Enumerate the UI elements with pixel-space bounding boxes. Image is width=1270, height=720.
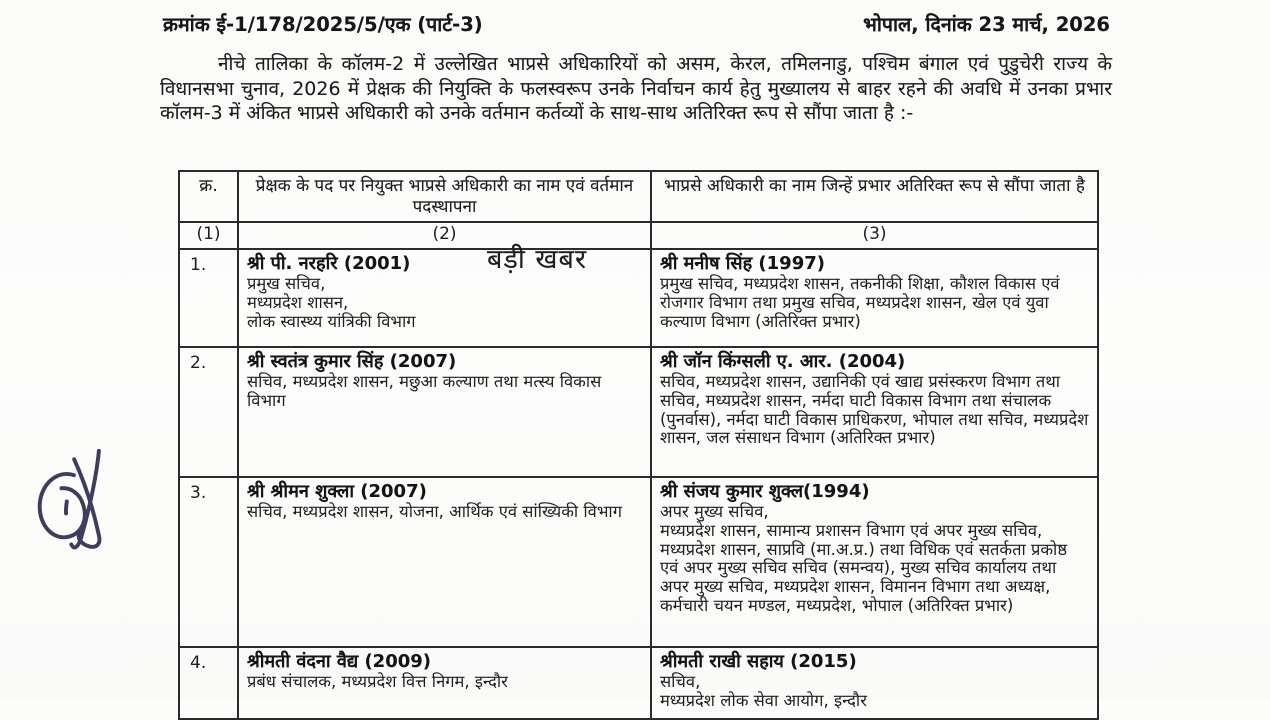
table-row (179, 477, 1098, 647)
charge-cell (651, 249, 1098, 347)
table-row (179, 647, 1098, 719)
observer-cell (238, 647, 651, 719)
column-number-2: (2) (238, 222, 651, 249)
column-number-row (179, 222, 1098, 249)
header-observer: प्रेक्षक के पद पर नियुक्त भाप्रसे अधिकारी का नाम एवं वर्तमान पदस्थापना (238, 171, 651, 222)
officer-name: श्री पी. नरहरि (2001) (247, 253, 411, 274)
officer-name: श्री संजय कुमार शुक्ल(1994) (660, 481, 870, 502)
observer-cell (238, 477, 651, 647)
document-header (163, 10, 1110, 37)
officer-detail-line: प्रमुख सचिव, मध्यप्रदेश शासन, तकनीकी शिक्षा, कौशल विकास एवं रोजगार विभाग तथा प्रमुख सचिव, मध्यप्रदेश शासन, खेल एवं युवा कल्याण विभाग (अतिरिक्त प्रभार) (660, 274, 1060, 331)
officer-name: श्री श्रीमन शुक्ला (2007) (247, 481, 427, 502)
officer-detail-line: सचिव, मध्यप्रदेश शासन, उद्यानिकी एवं खाद्य प्रसंस्करण विभाग तथा सचिव, मध्यप्रदेश शासन, नर्मदा घाटी विकास विभाग तथा संचालक (पुनर्वास), नर्मदा घाटी विकास प्राधिकरण, भोपाल तथा सचिव, मध्यप्रदेश शासन, जल संसाधन विभाग (अतिरिक्त प्रभार) (660, 372, 1089, 448)
officer-name: श्रीमती राखी सहाय (2015) (660, 651, 857, 672)
header-charge: भाप्रसे अधिकारी का नाम जिन्हें प्रभार अतिरिक्त रूप से सौंपा जाता है (651, 171, 1098, 222)
officer-name: श्री मनीष सिंह (1997) (660, 253, 825, 274)
officer-detail-line: प्रबंध संचालक, मध्यप्रदेश वित्त निगम, इन्दौर (247, 672, 508, 691)
serial-cell: 4. (179, 647, 238, 719)
intro-paragraph: नीचे तालिका के कॉलम-2 में उल्लेखित भाप्रसे अधिकारियों को असम, केरल, तमिलनाडु, पश्चिम बंगाल एवं पुडुचेरी राज्य के विधानसभा चुनाव, 2026 में प्रेक्षक की नियुक्ति के फलस्वरूप उनके निर्वाचन कार्य हेतु मुख्यालय से बाहर रहने की अवधि में उनका प्रभार कॉलम-3 में अंकित भाप्रसे अधिकारी को उनके वर्तमान कर्तव्यों के साथ-साथ अतिरिक्त रूप से सौंपा जाता है :- (160, 53, 1112, 124)
table-row (179, 249, 1098, 347)
table-header-row (179, 171, 1098, 222)
officer-name: श्रीमती वंदना वैद्य (2009) (247, 651, 432, 672)
reference-number: क्रमांक ई-1/178/2025/5/एक (पार्ट-3) (163, 13, 483, 36)
column-number-3: (3) (651, 222, 1098, 249)
handwritten-signature (17, 445, 126, 563)
serial-cell: 1. (179, 249, 238, 347)
officer-detail-line: सचिव, मध्यप्रदेश शासन, योजना, आर्थिक एवं सांख्यिकी विभाग (247, 502, 622, 521)
watermark-text: बड़ी खबर (487, 244, 587, 275)
observer-cell (238, 249, 651, 347)
observer-cell (238, 347, 651, 477)
officer-detail-line: मध्यप्रदेश शासन, सामान्य प्रशासन विभाग एवं अपर मुख्य सचिव, मध्यप्रदेश शासन, साप्रवि (मा.अ.प्र.) तथा विधिक एवं सतर्कता प्रकोष्ठ एवं अपर मुख्य सचिव सचिव (समन्वय), मुख्य सचिव कार्यालय तथा अपर मुख्य सचिव, मध्यप्रदेश शासन, विमानन विभाग तथा अध्यक्ष, कर्मचारी चयन मण्डल, मध्यप्रदेश, भोपाल (अतिरिक्त प्रभार) (660, 520, 1068, 615)
serial-cell: 3. (179, 477, 238, 647)
header-serial: क्र. (179, 171, 238, 222)
officer-name: श्री स्वतंत्र कुमार सिंह (2007) (247, 351, 457, 372)
officer-detail-line: सचिव, (660, 672, 701, 691)
charge-cell (651, 477, 1098, 647)
officer-detail-line: मध्यप्रदेश लोक सेवा आयोग, इन्दौर (660, 690, 867, 710)
charge-cell (651, 647, 1098, 719)
officer-detail-line: प्रमुख सचिव, (247, 274, 326, 293)
column-number-1: (1) (179, 222, 238, 249)
table-row (179, 347, 1098, 477)
serial-cell: 2. (179, 347, 238, 477)
officer-detail-line: लोक स्वास्थ्य यांत्रिकी विभाग (247, 311, 416, 331)
place-date: भोपाल, दिनांक 23 मार्च, 2026 (863, 13, 1110, 36)
officers-table (178, 170, 1099, 720)
officer-detail-line: अपर मुख्य सचिव, (660, 502, 769, 521)
charge-cell (651, 347, 1098, 477)
officer-name: श्री जॉन किंग्सली ए. आर. (2004) (660, 351, 906, 372)
officer-detail-line: सचिव, मध्यप्रदेश शासन, मछुआ कल्याण तथा मत्स्य विकास विभाग (247, 372, 602, 410)
officer-detail-line: मध्यप्रदेश शासन, (247, 292, 349, 312)
